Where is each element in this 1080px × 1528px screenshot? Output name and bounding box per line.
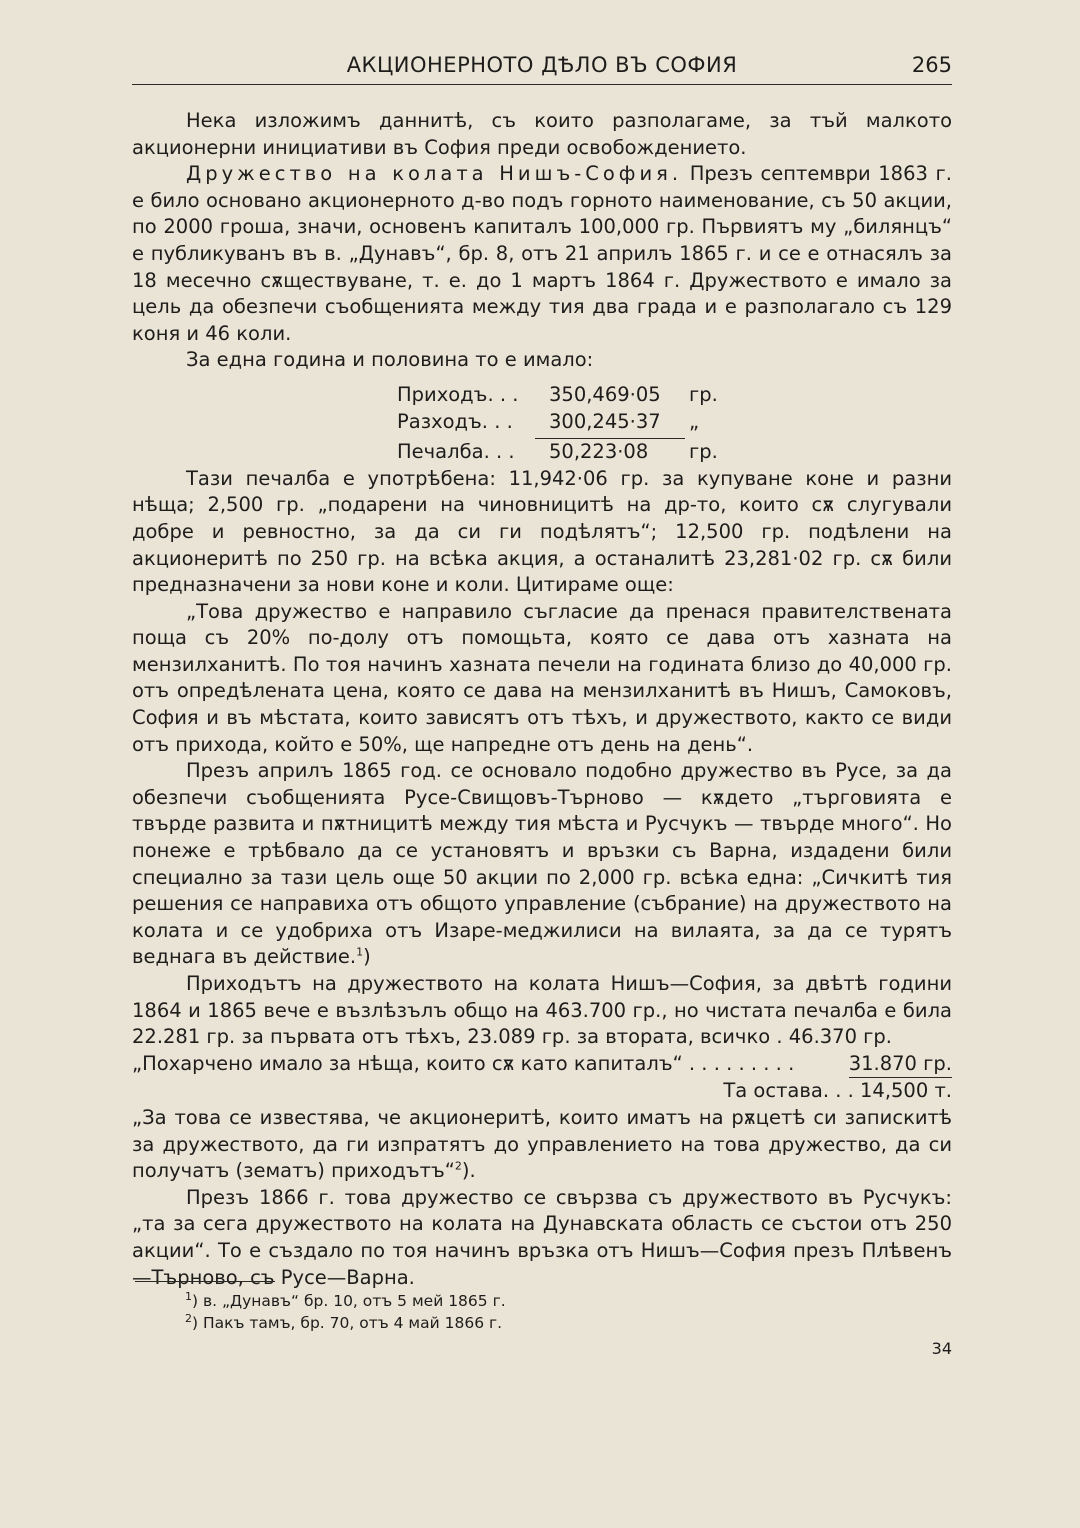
expense-unit: „ [689, 409, 700, 433]
paragraph-intro: Нека изложимъ даннитѣ, съ които разполагаме, за тъй малкото акционерни инициативи въ София преди освобождението. [132, 109, 952, 159]
spent-amount: 31.870 гр. [849, 1051, 952, 1079]
profit-unit: гр. [689, 440, 718, 464]
footnote-2-text: Пакъ тамъ, бр. 70, отъ 4 май 1866 г. [202, 1314, 503, 1332]
paragraph-revenue: Приходътъ на дружеството на колата Нишъ—София, за двѣтѣ години 1864 и 1865 вече е възлѣзълъ общо на 463.700 гр., но чистата печалба е била 22.281 гр. за първата отъ тѣхъ, 23.089 гр. за втората, всичко . 46.370 гр. [132, 972, 952, 1049]
paragraph-profit-use: Тази печалба е употрѣбена: 11,942·06 гр. за купуване коне и разни нѣща; 2,500 гр. „подарени на чиновницитѣ на др-то, които сѫ слугували добре и ревностно, за да си ги подѣлятъ“; 12,500 гр. подѣлени на акционеритѣ по 250 гр. на всѣка акция, а останалитѣ 23,281·02 гр. сѫ били предназначени за нови коне и коли. Цитираме още: [132, 466, 952, 597]
expense-amount: 300,245·37 [549, 409, 661, 433]
paragraph-quote-post: „Това дружество е направило съгласие да пренася правителствената поща съ 20% по-долу отъ помощьта, която се дава отъ хазната на мензилханитѣ. По тоя начинъ хазната печели на годината близо до 40,000 гр. отъ опредѣлената цена, която се дава на мензилханитѣ въ Нишъ, Самоковъ, София и въ мѣстата, които зависятъ отъ тѣхъ, и дружеството, както се види отъ прихода, който е 50%, ще напредне отъ день на день“. [132, 599, 952, 756]
footnote-1: $^1$) в. „Дунавъ“ бр. 10, отъ 5 мей 1865 г. [185, 1289, 506, 1310]
account-row-income [397, 382, 952, 409]
page-header [132, 50, 952, 85]
main-text [132, 108, 952, 1291]
ruse-text: Презъ априлъ 1865 год. се основало подобно дружество въ Русе, за да обезпечи съобщенията Русе-Свищовъ-Търново — кѫдето „търговията е твърде развита и пѫтницитѣ между тия мѣста и Русчукъ — твърде много“. Но понеже е трѣбвало да се установятъ и връзки съ Варна, издадени били специално за тази цель още 50 акции по 2,000 гр. всѣка една: „Сичкитѣ тия решения се направиха отъ общото управление (събрание) на дружеството на колата и се удобриха отъ Изаре-меджилиси на вилаята, за да се турятъ веднага въ действие. [132, 759, 952, 969]
income-unit: гр. [689, 382, 718, 406]
account-table [397, 382, 952, 466]
paragraph-notice: „За това се известява, че акционеритѣ, които иматъ на рѫцетѣ си запискитѣ за дружеството, да ги изпратятъ до управлението на това дружество, да си получатъ (зематъ) приходътъ“$^2$). [132, 1105, 952, 1183]
footnote-2: $^2$) Пакъ тамъ, бр. 70, отъ 4 май 1866 г. [185, 1311, 503, 1332]
paragraph-company [132, 161, 952, 347]
paragraph-ruse: Презъ априлъ 1865 год. се основало подобно дружество въ Русе, за да обезпечи съобщенията Русе-Свищовъ-Търново — кѫдето „търговията е твърде развита и пѫтницитѣ между тия мѣста и Русчукъ — твърде много“. Но понеже е трѣбвало да се установятъ и връзки съ Варна, издадени били специално за тази цель още 50 акции по 2,000 гр. всѣка една: „Сичкитѣ тия решения се направиха отъ общото управление (събрание) на дружеството на колата и се удобриха отъ Изаре-меджилиси на вилаята, за да се турятъ веднага въ действие.$^1$) [132, 759, 952, 969]
footnote-1-mark: 1 [185, 1289, 192, 1303]
profit-label: Печалба. . . [397, 440, 515, 464]
profit-amount: 50,223·08 [549, 440, 649, 464]
company-text: Презъ септември 1863 г. е било основано акционерното д-во подъ горното наименование, съ 50 акции, по 2000 гроша, значи, основенъ капиталъ 100,000 гр. Първиятъ му „билянцъ“ е публикуванъ въ в. „Дунавъ“, бр. 8, отъ 21 априлъ 1865 г. и се е отнасялъ за 18 месечно сѫществуване, т. е. до 1 мартъ 1864 г. Дружеството е имало за цель да обезпечи съобщенията между тия два града и е разполагало съ 129 коня и 46 коли. [132, 162, 952, 345]
running-title: АКЦИОНЕРНОТО ДѢЛО ВЪ СОФИЯ [346, 53, 738, 77]
account-row-expense [397, 409, 952, 436]
footnote-ref-1: 1 [356, 945, 364, 959]
footnote-ref-2: 2 [454, 1159, 462, 1173]
footnotes [185, 1290, 506, 1334]
footnote-2-mark: 2 [185, 1311, 192, 1325]
footnote-divider [135, 1281, 275, 1282]
account-row-profit [397, 439, 952, 466]
spent-text: „Похарчено имало за нѣща, които сѫ като капиталъ“ . . . . . . . . . [132, 1051, 795, 1075]
expense-label: Разходъ. . . [397, 409, 513, 433]
footnote-1-text: в. „Дунавъ“ бр. 10, отъ 5 мей 1865 г. [202, 1292, 506, 1310]
company-title: Дружество на колата Нишъ-София. [186, 162, 683, 186]
income-label: Приходъ. . . [397, 382, 519, 406]
income-amount: 350,469·05 [549, 382, 661, 406]
notice-text: „За това се известява, че акционеритѣ, които иматъ на рѫцетѣ си запискитѣ за дружеството, да ги изпратятъ до управлението на това дружество, да си получатъ (зематъ) приходътъ“ [132, 1105, 952, 1183]
page-number: 265 [911, 53, 952, 77]
printer-signature: 34 [931, 1339, 952, 1358]
remain-line: Та остава. . . 14,500 т. [723, 1079, 952, 1103]
spent-line [132, 1051, 952, 1079]
paragraph-account-intro: За една година и половина то е имало: [186, 348, 594, 372]
paragraph-merger: Презъ 1866 г. това дружество се свързва съ дружеството въ Русчукъ: „та за сега дружеството на колата на Дунавската область се състои отъ 250 акции“. То е създало по тоя начинъ връзка отъ Нишъ—София презъ Плѣвенъ —Търново, съ Русе—Варна. [132, 1185, 952, 1289]
